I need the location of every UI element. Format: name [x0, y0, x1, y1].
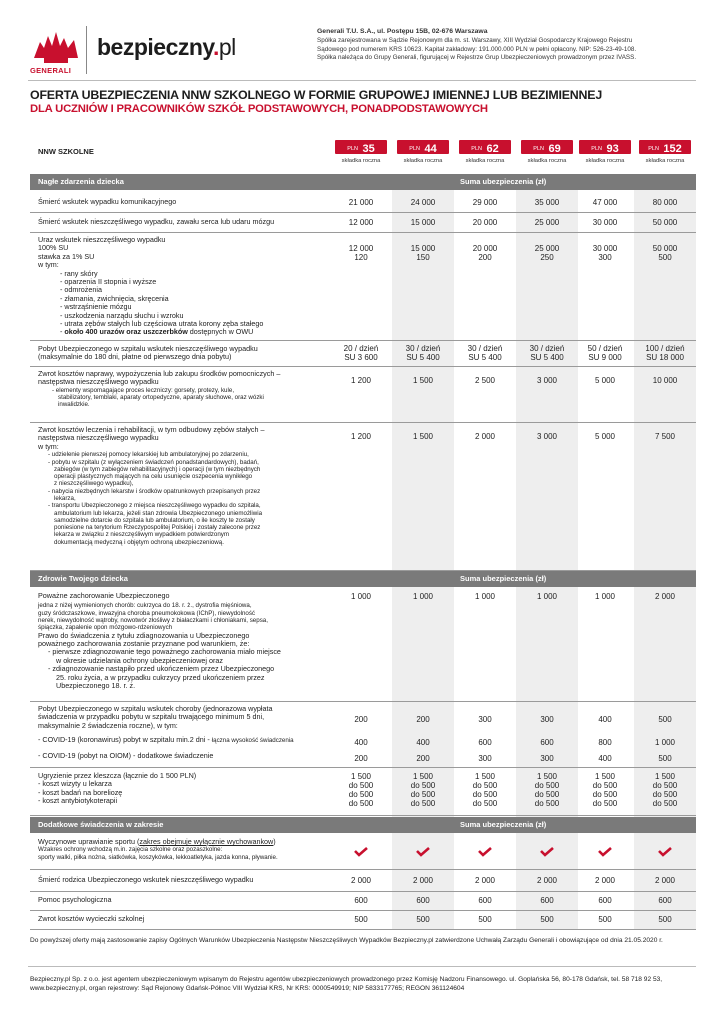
value-cell: 500 [416, 915, 430, 924]
value-cell: 2 000 [412, 876, 434, 885]
value-cell: 12 000 120 [348, 244, 374, 262]
value-cell: 2 000 [536, 876, 558, 885]
value-cell: 25 000 250 [534, 244, 560, 262]
value-cell: 500 [478, 915, 492, 924]
check-icon [574, 844, 636, 860]
value-cell: 500 [598, 915, 612, 924]
value-cell: 600 [478, 738, 492, 747]
company-info: Generali T.U. S.A., ul. Postępu 15B, 02-676 Warszawa Spółka zarejestrowana w Sądzie Rejonowym dla m. st. Warszawy, XIII Wydział Gospodarczy Krajowego Rejestru Sądowego pod numerem KRS 10623. Kapitał zakładowy: 191.000.000 PLN w pełni opłacony. NIP: 526-23-49-108. Spółka należąca do Grupy Generali, figurującej w Rejestrze Grup Ubezpieczeniowych prowadzonym przez IVASS. [317, 28, 637, 62]
price-badge: PLN 69 [521, 140, 573, 154]
header-divider [86, 26, 87, 74]
premium-label: składka roczna [465, 158, 505, 164]
value-cell: 50 / dzień SU 9 000 [587, 344, 623, 362]
value-cell: 2 000 [654, 876, 676, 885]
row-description: Pobyt Ubezpieczonego w szpitalu wskutek nieszczęśliwego wypadku (maksymalnie do 180 dni, płatne od pierwszego dnia pobytu) [38, 344, 258, 362]
value-cell: 2 500 [474, 376, 496, 385]
value-cell: 24 000 [410, 198, 436, 207]
value-cell: 600 [540, 738, 554, 747]
table-row [30, 366, 696, 423]
value-cell: 1 500 do 500 do 500 do 500 [410, 772, 436, 808]
value-cell: 30 / dzień SU 5 400 [529, 344, 565, 362]
value-cell: 47 000 [592, 198, 618, 207]
table-row [30, 833, 696, 870]
value-cell: 15 000 [410, 218, 436, 227]
row-description: Poważne zachorowanie Ubezpieczonego jedna z niżej wymienionych chorób: cukrzyca do 18. r. ż., dystrofia mięśniowa, guzy śródczaszkowe, inwazyjna choroba pneumokokowa (IChP), niewydolność nerek, niewydolność wątroby, nowotwór złośliwy z białaczkami i chłoniakami, sepsa, śpiączka, zapalenie opon mózgowo-rdzeniowych Prawo do świadczenia z tytułu zdiagnozowania u Ubezpieczonego poważnego zachorowania zostanie przyznane pod warunkiem, że: - pierwsze zdiagnozowanie tego poważnego zachorowania miało miejsce w okresie udzielania ochrony ubezpieczeniowej oraz - zdiagnozowanie nastąpiło przed ukończeniem przez Ubezpieczonego 25. roku życia, a w przypadku cukrzycy przed ukończeniem przez Ubezpieczonego 18. r. ż. [38, 591, 281, 691]
value-cell: 200 [354, 754, 368, 763]
value-cell: 1 500 do 500 do 500 do 500 [652, 772, 678, 808]
premium-label: składka roczna [403, 158, 443, 164]
brand-logo: bezpieczny.pl [97, 34, 236, 60]
section-header: Nagłe zdarzenia dziecka Suma ubezpieczenia (zł) [30, 174, 696, 190]
value-cell: 600 [478, 896, 492, 905]
value-cell: 100 / dzień SU 18 000 [645, 344, 685, 362]
table-row [30, 422, 696, 571]
value-cell: 2 000 [594, 876, 616, 885]
table-row [30, 891, 696, 911]
value-cell: 1 500 do 500 do 500 do 500 [348, 772, 374, 808]
price-badge: PLN 93 [579, 140, 631, 154]
offer-table [30, 138, 696, 930]
value-cell: 15 000 150 [410, 244, 436, 262]
row-description: Zwrot kosztów naprawy, wypożyczenia lub zakupu środków pomocniczych – następstwa nieszczęśliwego wypadku - elementy wspomagające proces leczniczy: gorsety, protezy, kule, stabilizatory, temblaki, aparaty ortopedyczne, aparaty słuchowe, oraz wózki inwalidzkie. [38, 369, 281, 409]
table-row [30, 340, 696, 367]
value-cell: 5 000 [594, 376, 616, 385]
premium-label: składka roczna [527, 158, 567, 164]
value-cell: 200 [354, 715, 368, 724]
value-cell: 500 [658, 915, 672, 924]
check-icon [392, 844, 454, 860]
check-icon [516, 844, 578, 860]
table-row [30, 701, 696, 768]
row-description: Pobyt Ubezpieczonego w szpitalu wskutek choroby (jednorazowa wypłata świadczenia w przypadku pobytu w szpitalu trwającego minimum 5 dni, maksymalnie 2 świadczenia roczne), w tym: - COVID-19 (koronawirus) pobyt w szpitalu min.2 dni - łączna wysokość świadczenia - COVID-19 (pobyt na OIOM) - dodatkowe świadczenie [38, 704, 294, 760]
row-description: Śmierć rodzica Ubezpieczonego wskutek nieszczęśliwego wypadku [38, 875, 254, 884]
value-cell: 7 500 [654, 432, 676, 441]
value-cell: 500 [540, 915, 554, 924]
value-cell: 30 000 300 [592, 244, 618, 262]
premium-label: składka roczna [645, 158, 685, 164]
value-cell: 5 000 [594, 432, 616, 441]
value-cell: 1 000 [594, 592, 616, 601]
value-cell: 500 [354, 915, 368, 924]
value-cell: 200 [416, 754, 430, 763]
page-title: OFERTA UBEZPIECZENIA NNW SZKOLNEGO W FORMIE GRUPOWEJ IMIENNEJ LUB BEZIMIENNEJ [30, 88, 603, 102]
value-cell: 800 [598, 738, 612, 747]
value-cell: 1 500 [412, 432, 434, 441]
value-cell: 2 000 [654, 592, 676, 601]
value-cell: 50 000 500 [652, 244, 678, 262]
value-cell: 1 200 [350, 376, 372, 385]
value-cell: 600 [658, 896, 672, 905]
value-cell: 400 [598, 754, 612, 763]
value-cell: 2 000 [474, 432, 496, 441]
row-description: Śmierć wskutek wypadku komunikacyjnego [38, 197, 177, 206]
row-description: Uraz wskutek nieszczęśliwego wypadku 100% SU stawka za 1% SU w tym: - rany skóry - oparzenia II stopnia i wyższe - odmrożenia - złamania, zwichnięcia, skręcenia - wstrząśnienie mózgu - uszkodzenia narządu słuchu i wzroku - utrata zębów stałych lub częściowa utrata korony zęba stałego - około 400 urazów oraz uszczerbków dostępnych w OWU [38, 236, 263, 337]
price-badge: PLN 44 [397, 140, 449, 154]
value-cell: 20 / dzień SU 3 600 [343, 344, 379, 362]
check-icon [634, 844, 696, 860]
value-cell: 20 000 [472, 218, 498, 227]
section-header: Dodatkowe świadczenia w zakresie Suma ubezpieczenia (zł) [30, 817, 696, 833]
value-cell: 300 [540, 754, 554, 763]
table-row [30, 869, 696, 892]
value-cell: 30 / dzień SU 5 400 [405, 344, 441, 362]
table-row [30, 190, 696, 213]
value-cell: 30 / dzień SU 5 400 [467, 344, 503, 362]
table-row [30, 910, 696, 930]
table-header [30, 138, 696, 174]
value-cell: 500 [658, 754, 672, 763]
page-subtitle: DLA UCZNIÓW I PRACOWNIKÓW SZKÓŁ PODSTAWOWYCH, PONADPODSTAWOWYCH [30, 103, 488, 115]
value-cell: 600 [598, 896, 612, 905]
value-cell: 50 000 [652, 218, 678, 227]
value-cell: 400 [416, 738, 430, 747]
value-cell: 20 000 200 [472, 244, 498, 262]
value-cell: 600 [540, 896, 554, 905]
value-cell: 1 000 [474, 592, 496, 601]
value-cell: 1 000 [412, 592, 434, 601]
price-badge: PLN 35 [335, 140, 387, 154]
table-row [30, 587, 696, 702]
row-description: Śmierć wskutek nieszczęśliwego wypadku, zawału serca lub udaru mózgu [38, 217, 275, 226]
value-cell: 1 000 [350, 592, 372, 601]
value-cell: 10 000 [652, 376, 678, 385]
value-cell: 12 000 [348, 218, 374, 227]
footnote: Do powyższej oferty mają zastosowanie zapisy Ogólnych Warunków Ubezpieczenia Następstw Nieszczęśliwych Wypadków Bezpieczny.pl zatwierdzone Uchwałą Zarządu Generali i obowiązujące od dnia 21.05.2020 r. [30, 937, 663, 944]
value-cell: 3 000 [536, 376, 558, 385]
generali-logo-text: GENERALI [30, 66, 72, 75]
price-badge: PLN 152 [639, 140, 691, 154]
check-icon [454, 844, 516, 860]
value-cell: 1 200 [350, 432, 372, 441]
agent-info-footer: Bezpieczny.pl Sp. z o.o. jest agentem ubezpieczeniowym wpisanym do Rejestru agentów ubezpieczeniowych prowadzonego przez Komisję Nadzoru Finansowego. ul. Goplańska 56, 80-178 Gdańsk, tel. 58 718 92 53, www.bezpieczny.pl, organ rejestrowy: Sąd Rejonowy Gdańsk-Północ VIII Wydział KRS, Nr KRS: 0000549919; NIP 5833177765; REGON 361124604 [30, 976, 663, 992]
value-cell: 29 000 [472, 198, 498, 207]
value-cell: 1 500 do 500 do 500 do 500 [534, 772, 560, 808]
value-cell: 30 000 [592, 218, 618, 227]
value-cell: 600 [416, 896, 430, 905]
row-description: Zwrot kosztów leczenia i rehabilitacji, w tym odbudowy zębów stałych – następstwa nieszczęśliwego wypadku w tym: - udzielenie pierwszej pomocy lekarskiej lub ambulatoryjnej po zdarzeniu, - pobytu w szpitalu (z wyłączeniem świadczeń ponadstandardowych), badań, zabiegów (w tym zabiegów rehabilitacyjnych) i operacji (w tym niezbędnych operacji plastycznych mających na celu usunięcie oszpecenia wynikłego z nieszczęśliwego wypadku), - nabycia niezbędnych lekarstw i środków opatrunkowych przepisanych przez lekarza, - transportu Ubezpieczonego z miejsca nieszczęśliwego wypadku do szpitala, ambulatorium lub lekarza, jeżeli stan zdrowia Ubezpieczonego uniemożliwia samodzielne dotarcie do szpitala lub ambulatorium, o ile koszty te zostały poniesione na terytorium Rzeczypospolitej Polskiej i zostały zalecone przez lekarza w związku z nieszczęśliwym wypadkiem potwierdzonym dokumentacją medyczną i objętym ochroną ubezpieczeniową. [38, 425, 265, 546]
row-description: Pomoc psychologiczna [38, 895, 112, 904]
value-cell: 1 500 do 500 do 500 do 500 [472, 772, 498, 808]
value-cell: 400 [354, 738, 368, 747]
value-cell: 400 [598, 715, 612, 724]
value-cell: 35 000 [534, 198, 560, 207]
value-cell: 500 [658, 715, 672, 724]
value-cell: 300 [540, 715, 554, 724]
value-cell: 300 [478, 715, 492, 724]
row-description: Ugryzienie przez kleszcza (łącznie do 1 500 PLN) - koszt wizyty u lekarza - koszt badań na boreliozę - koszt antybiotykoterapii [38, 771, 197, 806]
value-cell: 80 000 [652, 198, 678, 207]
value-cell: 1 000 [654, 738, 676, 747]
section-header: Zdrowie Twojego dziecka Suma ubezpieczenia (zł) [30, 571, 696, 587]
check-icon [330, 844, 392, 860]
header-rule [28, 80, 696, 81]
row-description: Zwrot kosztów wycieczki szkolnej [38, 914, 145, 923]
row-description: Wyczynowe uprawianie sportu (zakres obejmuje wyłącznie wychowankow) Wzakres ochrony wchodzą m.in. zajęcia szkolne oraz pozaszkolne: sporty walki, piłka nożna, siatkówka, koszykówka, lekkoatletyka, jazda konna, pływanie. [38, 837, 278, 861]
value-cell: 25 000 [534, 218, 560, 227]
premium-label: składka roczna [585, 158, 625, 164]
value-cell: 200 [416, 715, 430, 724]
value-cell: 2 000 [474, 876, 496, 885]
table-row [30, 212, 696, 233]
value-cell: 3 000 [536, 432, 558, 441]
value-cell: 21 000 [348, 198, 374, 207]
premium-label: składka roczna [341, 158, 381, 164]
value-cell: 300 [478, 754, 492, 763]
value-cell: 1 500 do 500 do 500 do 500 [592, 772, 618, 808]
value-cell: 1 000 [536, 592, 558, 601]
table-row [30, 232, 696, 341]
table-row [30, 767, 696, 816]
value-cell: 1 500 [412, 376, 434, 385]
price-badge: PLN 62 [459, 140, 511, 154]
value-cell: 2 000 [350, 876, 372, 885]
value-cell: 600 [354, 896, 368, 905]
footer-rule [28, 966, 696, 967]
table-header-label: NNW SZKOLNE [38, 147, 94, 156]
